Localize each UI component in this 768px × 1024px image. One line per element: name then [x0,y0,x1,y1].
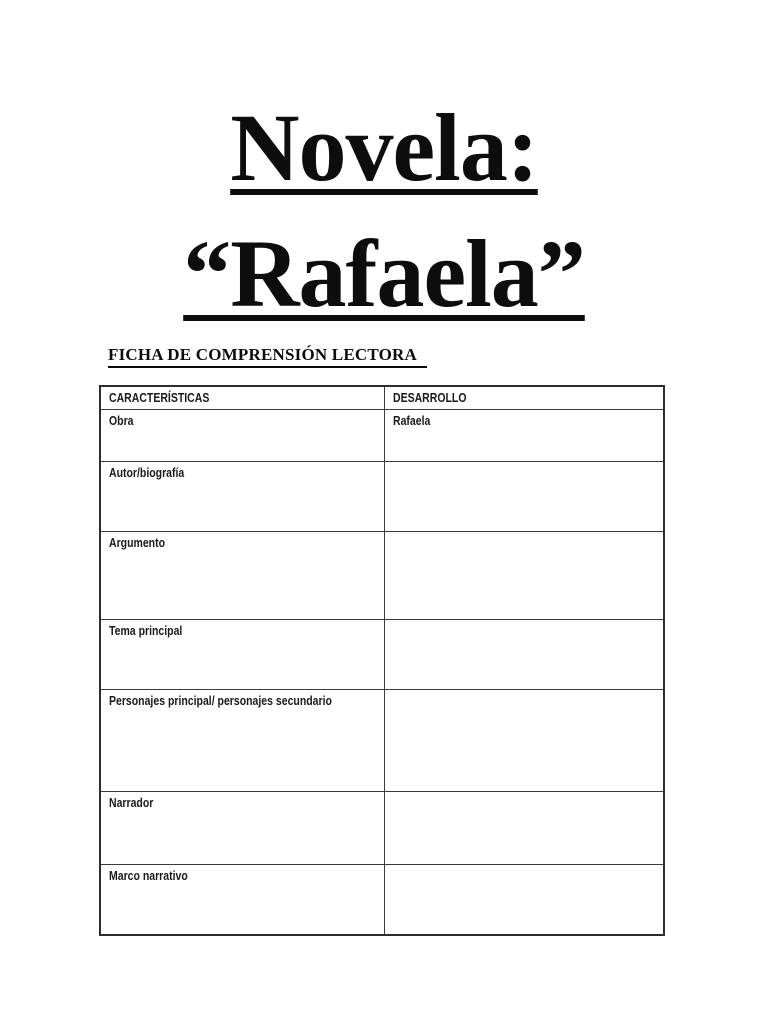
header-cell-caracteristicas [100,386,384,410]
label-cell [100,462,384,532]
table-row [100,865,664,935]
label-cell-text: Marco narrativo [109,869,188,884]
doc-title-line-1-text: Novela: [230,94,538,201]
section-heading [108,345,427,368]
header-cell-desarrollo-text: DESARROLLO [392,391,466,405]
table-header-row [100,386,664,410]
label-cell [100,532,384,620]
label-cell-text: Personajes principal/ personajes secundario [109,694,332,709]
table-row [100,792,664,865]
label-cell-text: Narrador [109,796,154,811]
table-row [100,532,664,620]
table-row [100,462,664,532]
header-cell-desarrollo [384,386,664,410]
value-cell [384,620,664,690]
label-cell [100,410,384,462]
label-cell-text: Obra [109,414,134,429]
value-cell [384,690,664,792]
header-cell-caracteristicas-text: CARACTERÍSTICAS [109,391,210,405]
table-row [100,620,664,690]
doc-title-line-2-text: “Rafaela” [183,220,585,327]
value-cell-text: Rafaela [392,414,430,429]
value-cell [384,792,664,865]
label-cell [100,620,384,690]
value-cell [384,410,664,462]
label-cell-text: Tema principal [109,624,183,639]
comprehension-table [99,385,665,936]
doc-title-line-2 [0,220,768,327]
value-cell [384,532,664,620]
label-cell-text: Autor/biografía [109,466,185,481]
label-cell [100,792,384,865]
doc-title-line-1 [0,94,768,201]
section-heading-text: FICHA DE COMPRENSIÓN LECTORA [108,345,427,368]
table-row [100,690,664,792]
table-row [100,410,664,462]
label-cell [100,690,384,792]
label-cell [100,865,384,935]
label-cell-text: Argumento [109,536,166,551]
value-cell [384,462,664,532]
value-cell [384,865,664,935]
